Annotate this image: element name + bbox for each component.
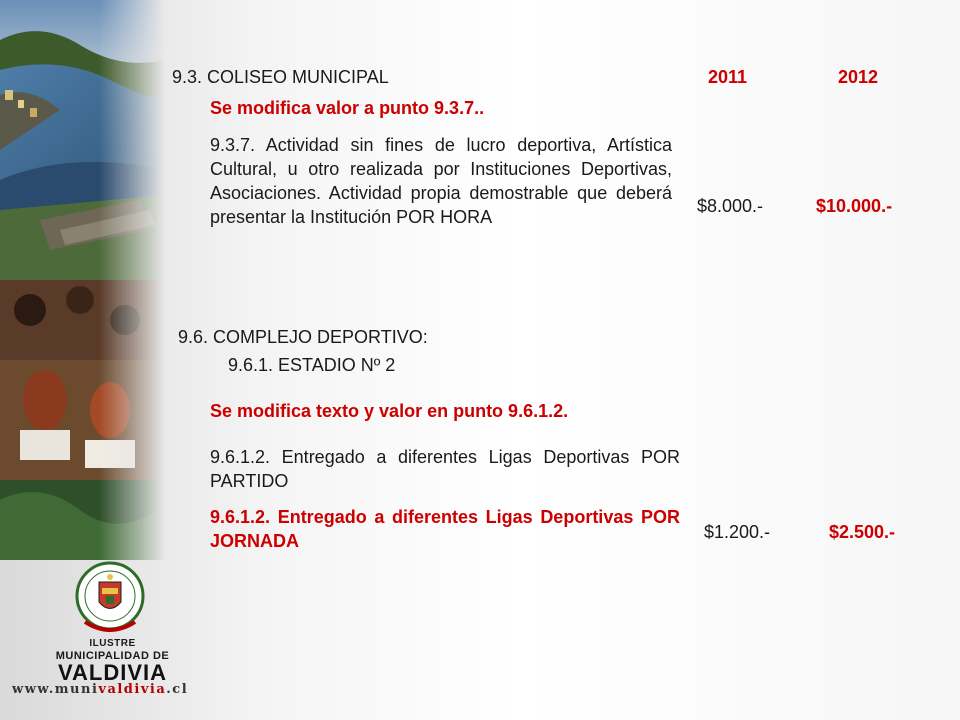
website-address bbox=[12, 682, 202, 697]
item-937-value-2012: $10.000.- bbox=[816, 196, 893, 216]
section-96-change-note: Se modifica texto y valor en punto 9.6.1.2. bbox=[210, 401, 569, 421]
logo-line-municipalidad: MUNICIPALIDAD DE bbox=[55, 650, 170, 662]
section-933-title: 9.3. COLISEO MUNICIPAL bbox=[172, 67, 389, 87]
logo-line-ilustre: ILUSTRE bbox=[89, 638, 136, 649]
item-9612-new-text: 9.6.1.2. Entregado a diferentes Ligas Deportivas POR JORNADA bbox=[210, 507, 680, 551]
year-2012-header: 2012 bbox=[838, 67, 879, 87]
section-96-title: 9.6. COMPLEJO DEPORTIVO: bbox=[178, 327, 428, 347]
item-937-value-2011: $8.000.- bbox=[697, 196, 764, 216]
website-prefix: www.muni bbox=[12, 682, 99, 697]
item-9612-old-text: 9.6.1.2. Entregado a diferentes Ligas Deportivas POR PARTIDO bbox=[210, 447, 680, 491]
website-mid: valdivia bbox=[98, 682, 167, 697]
item-9612-value-2012: $2.500.- bbox=[829, 522, 896, 542]
municipality-logo bbox=[12, 560, 189, 710]
logo-line-valdivia: VALDIVIA bbox=[57, 660, 168, 685]
year-2011-header: 2011 bbox=[708, 67, 748, 87]
item-9612-value-2011: $1.200.- bbox=[704, 522, 771, 542]
city-seal-icon bbox=[75, 560, 145, 638]
section-961-subtitle: 9.6.1. ESTADIO Nº 2 bbox=[228, 355, 396, 375]
website-suffix: .cl bbox=[166, 682, 189, 697]
item-937-description: 9.3.7. Actividad sin fines de lucro deportiva, Artística Cultural, u otro realizada por Instituciones Deportivas, Asociaciones. Actividad propia demostrable que deberá presentar la Institución POR HORA bbox=[210, 135, 672, 227]
city-photo-collage bbox=[0, 0, 165, 560]
section-933-change-note: Se modifica valor a punto 9.3.7.. bbox=[210, 98, 485, 118]
